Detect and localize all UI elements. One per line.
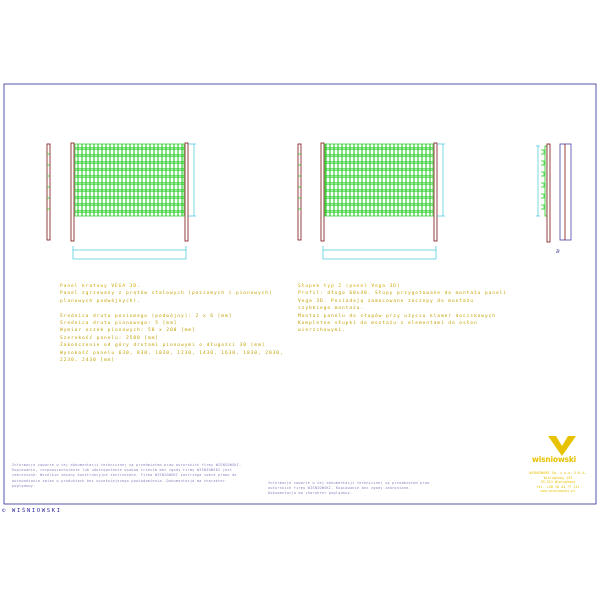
brand-line: 33-311 Wielogłowy [540,480,576,485]
panel-description-line: planowych podwójnych). [60,298,141,304]
dimension-width-a [73,246,186,259]
post-right-b [434,143,437,241]
view-front-a [47,143,196,259]
post-description-line: Montaż panelu do słupów przy użyciu klamer dociskowych [298,313,496,319]
side-view-label: B [556,249,560,255]
panel-description-line: Średnica drutu pionowego: 5 [mm] [60,321,178,327]
side-clips [541,150,544,209]
panel-description [60,283,284,364]
panel-description-title: Panel kratowy VEGA 3D. [60,284,141,289]
panel-description-line: Zakończenie od góry drutami pionowymi o długości 30 [mm] [60,343,266,349]
brand-address [527,471,589,494]
wisniowski-logo-icon [548,436,576,456]
brand-line: tel. +48 18 44 77 111 [536,484,580,489]
panel-description-line: Wysokość panelu 630, 830, 1030, 1230, 1430, 1630, 1830, 2030, [60,350,284,356]
post-right-a [185,143,188,241]
side-post [547,144,550,242]
panel-description-line: 2230, 2430 [mm] [60,358,115,364]
post-left-b [321,143,324,241]
panel-description-line: Panel zgrzewany z prętów stalowych (poziomych i pionowych) [60,291,273,297]
post-description-title: Słupek typ 2 (panel Vega 3D) [298,284,401,289]
dimension-height-a [188,144,196,216]
dimension-height-b [437,144,445,216]
panel-description-line [60,305,284,312]
mesh-panel-a [75,144,184,216]
post-left-a [71,143,74,241]
dimension-width-b [323,246,436,259]
post-description-line: Kompletne słupki do montażu z elementami do osłon [298,321,478,327]
side-post-a [47,144,50,240]
brand-name: wisniowski [532,455,576,464]
panel-description-line: Szerokość panelu: 2500 [mm] [60,335,159,341]
post-description-line: szybkiego montażu. [298,306,364,312]
side-post-outer [560,144,571,240]
view-side-section [536,144,571,242]
brand-line: WIŚNIOWSKI Sp. z o.o. S.K.A. [529,471,587,475]
view-front-b [298,143,445,259]
side-post-b [298,144,301,240]
copyright-footnote-left: Informacje zawarte w tej dokumentacji technicznej są przedmiotem praw autorskich firmy WIŚNIOWSKI. Kopiowanie, rozpowszechnianie lub udostępnianie osobom trzecim bez zgody firmy WIŚNIOWSKI jest zabronione. Wszelkie zmiany konstrukcyjne zastrzeżone. Firma WIŚNIOWSKI zastrzega sobie prawo do wprowadzania zmian w produktach bez wcześniejszego powiadomienia. Dokumentacja ma charakter poglądowy. [12,463,242,488]
post-description-line: Vega 3D. Posiadają zamocowane zaczepy do montażu [298,298,474,304]
side-dimension-left [536,146,540,216]
brand-line: www.wisniowski.pl [540,489,576,494]
post-description-line: wierzchowymi. [298,328,346,334]
panel-description-line: Wymiar oczek pionowych: 50 x 200 [mm] [60,328,196,334]
brand-line: Wielogłowy 153 [543,475,573,480]
post-description-line: Profil: długo 60x40. Słupy przygotowane do montażu paneli [298,291,507,297]
copyright-footnote-mid: Informacje zawarte w tej dokumentacji technicznej są przedmiotem praw autorskich firmy WIŚNIOWSKI. Kopiowanie bez zgody zabronione. Dokumentacja ma charakter poglądowy. [268,481,430,496]
panel-description-line: Średnica drutu poziomego (podwójny): 2 x 6 [mm] [60,313,233,319]
copyright-mark: © WIŚNIOWSKI [2,508,62,514]
mesh-panel-b [325,144,433,216]
post-description [298,283,507,335]
